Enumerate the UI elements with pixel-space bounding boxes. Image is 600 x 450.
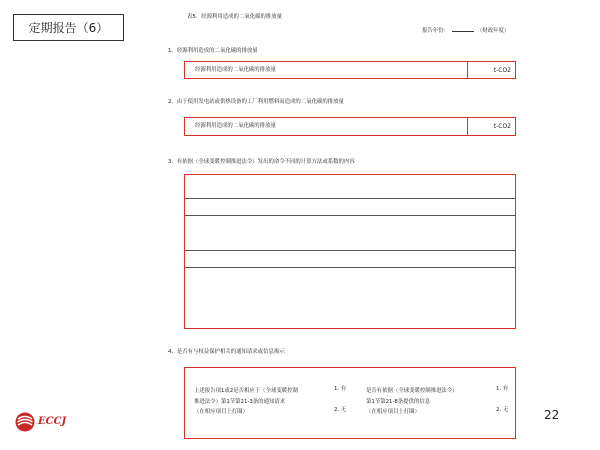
section4-right-line: 是否有依据（全球变暖控制推进法令） [366, 388, 458, 394]
report-year [422, 26, 509, 35]
section2-unit: t-CO2 [493, 123, 511, 130]
eccj-logo-icon [14, 411, 36, 433]
table-row-divider [185, 198, 515, 199]
section4-left-option-no[interactable]: 2. 无 [334, 407, 347, 413]
section2-heading: 2．由于使用发电站或供热设备的工厂利用燃料而造成的二氧化碳的排放量 [168, 99, 344, 105]
section1-row [184, 61, 516, 79]
section4-left-option-yes[interactable]: 1. 有 [334, 386, 347, 392]
section3-heading: 3．有依据（全球变暖控制推进法令）发出的命令不同的计算方法或系数的内容 [168, 159, 355, 165]
table-row-divider [185, 267, 515, 268]
section1-row-label: 经源利用造成的二氧化碳的排放量 [185, 62, 468, 78]
table-row-divider [185, 215, 515, 216]
section4-right-text [366, 386, 458, 418]
page-title: 定期报告（6） [13, 14, 124, 41]
section4-heading: 4．是否有与权益保护相关的通知请求或信息揭示 [168, 349, 285, 355]
section1-unit: t-CO2 [493, 66, 511, 74]
table-row-divider [185, 250, 515, 251]
section3-table [184, 174, 516, 329]
section4-right-line: （在相应项目上打圈） [366, 409, 420, 415]
section4-box [184, 367, 516, 439]
section4-left-text [194, 386, 298, 418]
section4-right-option-yes[interactable]: 1. 有 [496, 386, 509, 392]
report-year-suffix: （财政年度） [476, 28, 510, 34]
section4-left-line: （在相应项目上打圈） [194, 409, 248, 415]
report-year-field [452, 26, 474, 32]
section1-heading: 1．经源利用造成的二氧化碳的排放量 [168, 48, 258, 54]
table-caption: 表5．经源利用造成的二氧化碳的排放量 [187, 14, 283, 20]
section4-right-line: 第1节第21-8条提供的信息 [366, 398, 431, 405]
report-year-label: 报告年份： [422, 28, 449, 34]
section4-left-line: 上述报告项1或2是否相应于（全球变暖控制 [194, 388, 298, 394]
section2-row [184, 117, 516, 136]
logo-text: ECCJ [38, 416, 67, 427]
page-number: 22 [544, 408, 560, 422]
section4-right-option-no[interactable]: 2. 无 [496, 407, 509, 413]
section2-row-label: 经源利用造成的二氧化碳的排放量 [185, 118, 468, 135]
section4-left-line: 推进法令）第1节第21-3条的通知请求 [194, 398, 286, 405]
